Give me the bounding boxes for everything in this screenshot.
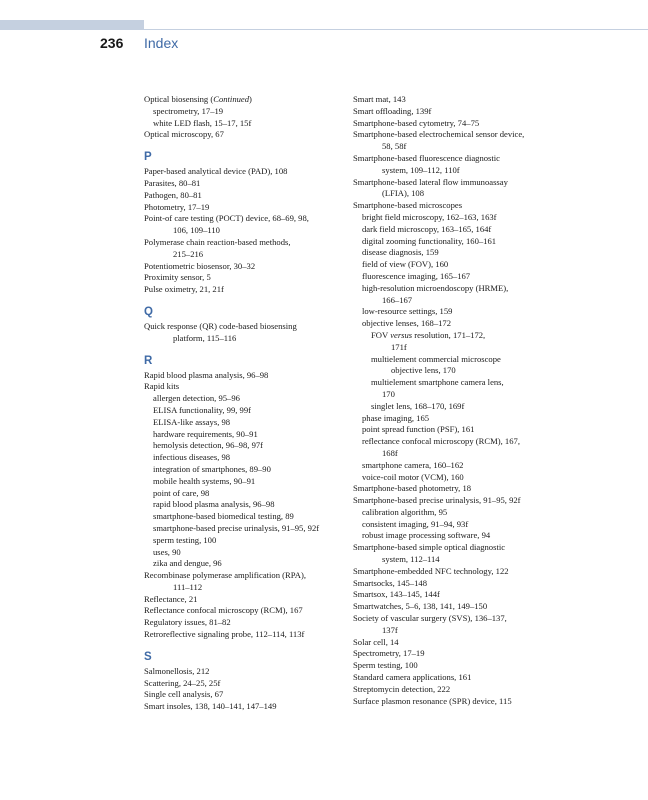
section-letter: P — [144, 151, 152, 164]
index-subentry: point spread function (PSF), 161 — [362, 424, 475, 435]
index-subentry: 171f — [391, 341, 407, 352]
index-entry: Retroreflective signaling probe, 112–114, 113f — [144, 629, 305, 640]
index-subentry: 166–167 — [382, 294, 413, 305]
index-entry: Reflectance, 21 — [144, 593, 198, 604]
index-entry: Smartphone-based precise urinalysis, 91–95, 92f — [353, 495, 521, 506]
index-subentry: 168f — [382, 447, 398, 458]
index-column-right — [353, 94, 563, 707]
index-entry: Sperm testing, 100 — [353, 660, 418, 671]
index-subentry: ELISA-like assays, 98 — [153, 416, 231, 427]
index-subentry: bright field microscopy, 162–163, 163f — [362, 211, 497, 222]
header-rule — [0, 29, 648, 30]
index-subentry: digital zooming functionality, 160–161 — [362, 235, 497, 246]
index-subentry: FOV versus resolution, 171–172, — [371, 329, 486, 340]
index-subentry: allergen detection, 95–96 — [153, 393, 240, 404]
index-subentry: fluorescence imaging, 165–167 — [362, 270, 471, 281]
index-subentry: smartphone camera, 160–162 — [362, 459, 464, 470]
index-subentry: 111–112 — [173, 581, 203, 592]
index-entry: Smartsox, 143–145, 144f — [353, 589, 440, 600]
index-entry: Smartphone-based simple optical diagnostic — [353, 542, 506, 553]
index-subentry: rapid blood plasma analysis, 96–98 — [153, 499, 275, 510]
index-subentry: white LED flash, 15–17, 15f — [153, 117, 252, 128]
index-subentry: dark field microscopy, 163–165, 164f — [362, 223, 492, 234]
index-entry: Paper-based analytical device (PAD), 108 — [144, 166, 288, 177]
index-subentry: spectrometry, 17–19 — [153, 105, 224, 116]
index-subentry: objective lenses, 168–172 — [362, 318, 452, 329]
index-entry: Smartwatches, 5–6, 138, 141, 149–150 — [353, 601, 488, 612]
index-subentry: multielement smartphone camera lens, — [371, 377, 504, 388]
index-subentry: uses, 90 — [153, 546, 181, 557]
index-entry: Rapid blood plasma analysis, 96–98 — [144, 369, 269, 380]
index-entry: Smartsocks, 145–148 — [353, 577, 427, 588]
section-letter: Q — [144, 305, 153, 318]
index-subentry: 106, 109–110 — [173, 225, 220, 236]
index-entry: Streptomycin detection, 222 — [353, 683, 451, 694]
index-entry: Smartphone-based microscopes — [353, 200, 463, 211]
index-subentry: low-resource settings, 159 — [362, 306, 453, 317]
index-subentry: integration of smartphones, 89–90 — [153, 463, 271, 474]
index-entry: Regulatory issues, 81–82 — [144, 617, 231, 628]
index-subentry: 58, 58f — [382, 141, 407, 152]
index-subentry: 170 — [382, 388, 395, 399]
running-head: Index — [144, 35, 179, 51]
index-subentry: voice-coil motor (VCM), 160 — [362, 471, 464, 482]
index-entry: Smart offloading, 139f — [353, 105, 432, 116]
section-letter: R — [144, 354, 153, 367]
index-subentry: ELISA functionality, 99, 99f — [153, 404, 252, 415]
index-column-left — [144, 94, 344, 713]
index-entry: Parasites, 80–81 — [144, 177, 201, 188]
index-subentry: smartphone-based precise urinalysis, 91–95, 92f — [153, 522, 320, 533]
index-subentry: multielement commercial microscope — [371, 353, 501, 364]
index-entry: Photometry, 17–19 — [144, 201, 210, 212]
index-entry: Solar cell, 14 — [353, 636, 399, 647]
index-subentry: phase imaging, 165 — [362, 412, 430, 423]
index-entry: Single cell analysis, 67 — [144, 689, 224, 700]
index-entry: Society of vascular surgery (SVS), 136–137, — [353, 613, 507, 624]
index-subentry: consistent imaging, 91–94, 93f — [362, 518, 469, 529]
index-subentry: hemolysis detection, 96–98, 97f — [153, 440, 264, 451]
index-subentry: robust image processing software, 94 — [362, 530, 491, 541]
index-subentry: calibration algorithm, 95 — [362, 506, 448, 517]
index-entry: Rapid kits — [144, 381, 180, 392]
index-subentry: 215–216 — [173, 248, 204, 259]
index-subentry: platform, 115–116 — [173, 332, 237, 343]
index-subentry: hardware requirements, 90–91 — [153, 428, 258, 439]
index-entry: Quick response (QR) code-based biosensing — [144, 320, 297, 331]
index-entry: Pulse oximetry, 21, 21f — [144, 284, 224, 295]
index-entry: Smartphone-based electrochemical sensor device, — [353, 129, 525, 140]
index-entry: Polymerase chain reaction-based methods, — [144, 236, 291, 247]
section-letter: S — [144, 650, 152, 663]
index-subentry: infectious diseases, 98 — [153, 452, 231, 463]
index-entry: Surface plasmon resonance (SPR) device, 115 — [353, 695, 512, 706]
index-subentry: sperm testing, 100 — [153, 534, 217, 545]
index-entry: Recombinase polymerase amplification (RPA), — [144, 570, 306, 581]
index-subentry: disease diagnosis, 159 — [362, 247, 439, 258]
index-entry: Optical biosensing (Continued) — [144, 94, 252, 104]
index-subentry: system, 112–114 — [382, 554, 440, 565]
index-entry: Proximity sensor, 5 — [144, 272, 211, 283]
index-entry: Smart mat, 143 — [353, 94, 406, 104]
index-subentry: point of care, 98 — [153, 487, 210, 498]
index-subentry: 137f — [382, 624, 398, 635]
index-entry: Smartphone-based fluorescence diagnostic — [353, 152, 500, 163]
index-entry: Smartphone-embedded NFC technology, 122 — [353, 565, 509, 576]
index-entry: Spectrometry, 17–19 — [353, 648, 425, 659]
index-subentry: system, 109–112, 110f — [382, 164, 460, 175]
index-subentry: field of view (FOV), 160 — [362, 259, 449, 270]
index-subentry: high-resolution microendoscopy (HRME), — [362, 282, 509, 293]
index-entry: Smartphone-based cytometry, 74–75 — [353, 117, 480, 128]
index-subentry: objective lens, 170 — [391, 365, 456, 376]
index-subentry: reflectance confocal microscopy (RCM), 167, — [362, 436, 520, 447]
index-entry: Point-of care testing (POCT) device, 68–69, 98, — [144, 213, 309, 224]
index-entry: Potentiometric biosensor, 30–32 — [144, 260, 256, 271]
page-number: 236 — [100, 35, 124, 51]
index-entry: Smartphone-based photometry, 18 — [353, 483, 472, 494]
index-entry: Scattering, 24–25, 25f — [144, 677, 221, 688]
index-entry: Smartphone-based lateral flow immunoassay — [353, 176, 508, 187]
index-entry: Salmonellosis, 212 — [144, 665, 210, 676]
index-entry: Pathogen, 80–81 — [144, 189, 202, 200]
index-entry: Smart insoles, 138, 140–141, 147–149 — [144, 701, 277, 712]
index-subentry: singlet lens, 168–170, 169f — [371, 400, 465, 411]
index-subentry: zika and dengue, 96 — [153, 558, 222, 569]
index-subentry: smartphone-based biomedical testing, 89 — [153, 511, 294, 522]
index-entry: Standard camera applications, 161 — [353, 672, 472, 683]
index-subentry: (LFIA), 108 — [382, 188, 425, 199]
index-entry: Reflectance confocal microscopy (RCM), 167 — [144, 605, 303, 616]
index-entry: Optical microscopy, 67 — [144, 129, 224, 140]
index-subentry: mobile health systems, 90–91 — [153, 475, 256, 486]
